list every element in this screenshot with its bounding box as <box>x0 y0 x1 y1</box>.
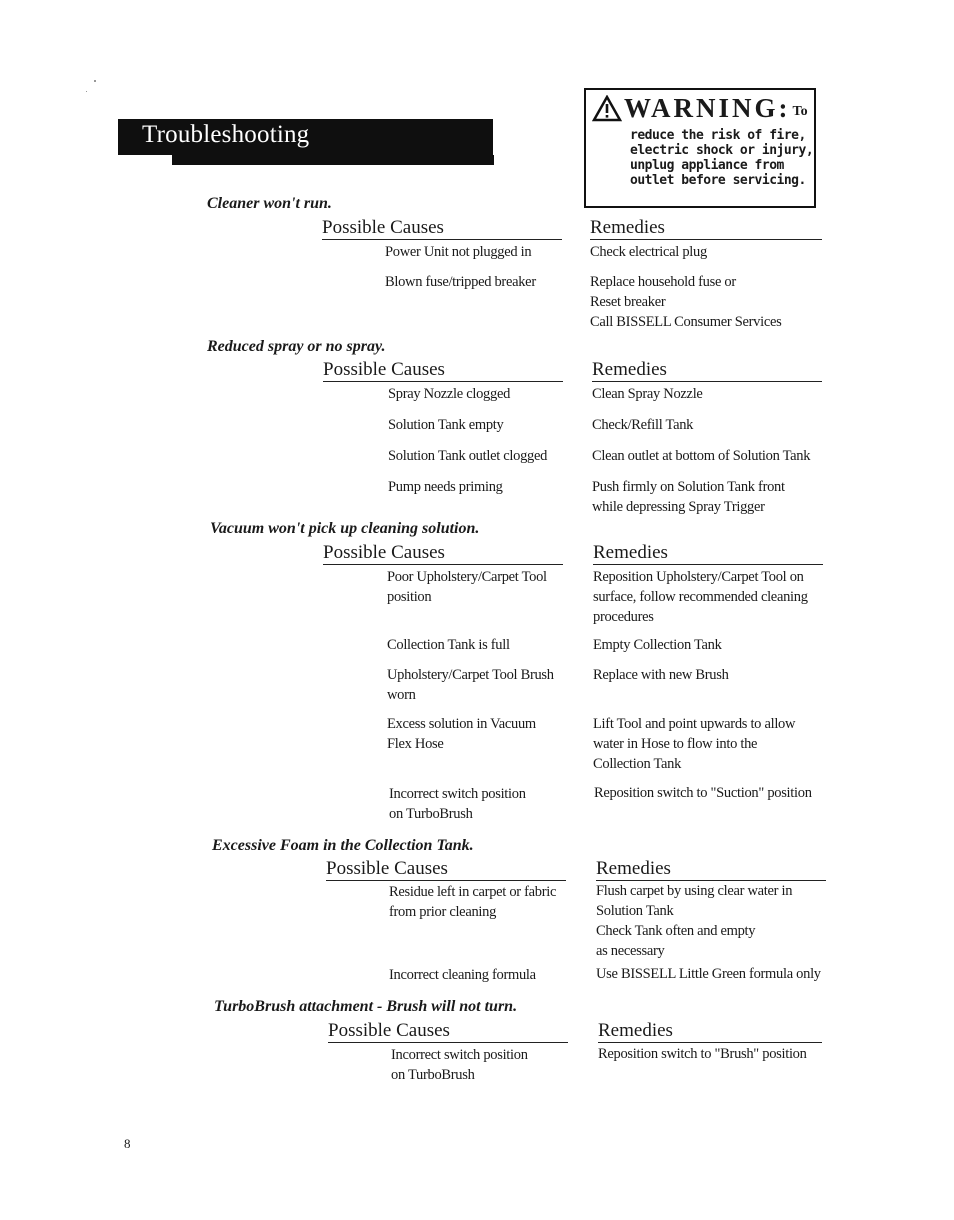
remedy-cell: Clean Spray Nozzle <box>592 386 703 402</box>
cause-cell: Residue left in carpet or fabric from prior cleaning <box>389 884 557 920</box>
remedy-cell: Flush carpet by using clear water in Solution Tank Check Tank often and empty as necessary <box>596 883 793 959</box>
section-heading: TurboBrush attachment - Brush will not turn. <box>214 998 518 1015</box>
cause-cell: Spray Nozzle clogged <box>388 386 511 402</box>
warning-text: reduce the risk of fire, electric shock or injury, unplug appliance from outlet before servicing. <box>630 128 814 188</box>
cause-cell: Incorrect cleaning formula <box>389 967 536 983</box>
title-banner <box>118 119 493 155</box>
possible-causes-header: Possible Causes <box>326 858 566 881</box>
cause-cell: Collection Tank is full <box>387 637 510 653</box>
section-heading: Cleaner won't run. <box>207 195 332 212</box>
remedies-header: Remedies <box>593 542 823 565</box>
remedy-cell: Check electrical plug <box>590 244 707 260</box>
cause-cell: Incorrect switch position on TurboBrush <box>389 786 526 822</box>
possible-causes-header: Possible Causes <box>323 359 563 382</box>
remedy-cell: Push firmly on Solution Tank front while depressing Spray Trigger <box>592 479 785 515</box>
remedy-cell: Reposition switch to "Suction" position <box>594 785 812 801</box>
remedy-cell: Check/Refill Tank <box>592 417 694 433</box>
cause-cell: Upholstery/Carpet Tool Brush worn <box>387 667 554 703</box>
remedy-cell: Clean outlet at bottom of Solution Tank <box>592 448 811 464</box>
warning-box <box>584 88 816 208</box>
section-heading: Vacuum won't pick up cleaning solution. <box>210 520 480 537</box>
scan-speck <box>86 91 87 92</box>
warning-triangle-icon <box>592 95 622 122</box>
possible-causes-header: Possible Causes <box>323 542 563 565</box>
remedies-header: Remedies <box>592 359 822 382</box>
cause-cell: Solution Tank outlet clogged <box>388 448 548 464</box>
remedy-cell: Replace household fuse or Reset breaker Call BISSELL Consumer Services <box>590 274 782 330</box>
remedy-cell: Use BISSELL Little Green formula only <box>596 966 821 982</box>
warning-header <box>592 94 808 122</box>
remedies-header: Remedies <box>598 1020 822 1043</box>
warning-word: WARNING: <box>624 93 791 123</box>
cause-cell: Incorrect switch position on TurboBrush <box>391 1047 528 1083</box>
page-number: 8 <box>124 1136 131 1151</box>
remedy-cell: Reposition Upholstery/Carpet Tool on surface, follow recommended cleaning procedures <box>593 569 808 625</box>
page-title: Troubleshooting <box>142 121 310 148</box>
cause-cell: Poor Upholstery/Carpet Tool position <box>387 569 547 605</box>
remedies-header: Remedies <box>590 217 822 240</box>
remedies-header: Remedies <box>596 858 826 881</box>
section-heading: Excessive Foam in the Collection Tank. <box>212 837 474 854</box>
remedy-cell: Empty Collection Tank <box>593 637 722 653</box>
possible-causes-header: Possible Causes <box>322 217 562 240</box>
cause-cell: Pump needs priming <box>388 479 503 495</box>
remedy-cell: Lift Tool and point upwards to allow water in Hose to flow into the Collection Tank <box>593 716 796 772</box>
cause-cell: Excess solution in Vacuum Flex Hose <box>387 716 536 752</box>
section-heading: Reduced spray or no spray. <box>207 338 386 355</box>
cause-cell: Blown fuse/tripped breaker <box>385 274 536 290</box>
cause-cell: Power Unit not plugged in <box>385 244 532 260</box>
warning-to: To <box>792 104 808 119</box>
cause-cell: Solution Tank empty <box>388 417 504 433</box>
remedy-cell: Replace with new Brush <box>593 667 729 683</box>
remedy-cell: Reposition switch to "Brush" position <box>598 1046 807 1062</box>
possible-causes-header: Possible Causes <box>328 1020 568 1043</box>
scan-speck <box>94 80 96 82</box>
